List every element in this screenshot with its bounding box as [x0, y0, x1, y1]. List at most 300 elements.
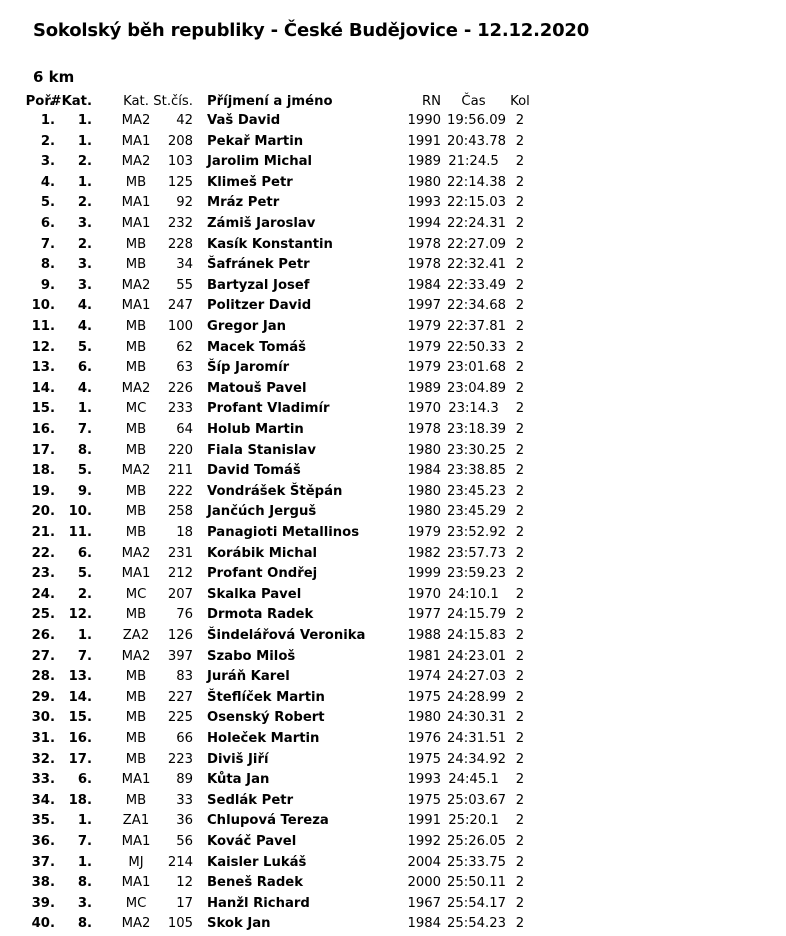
cell-place: 10.: [31, 298, 55, 314]
cell-name: Szabo Miloš: [207, 648, 296, 664]
cell-name: Beneš Radek: [207, 875, 303, 891]
table-row: [0, 214, 786, 235]
cell-category: MB: [125, 689, 147, 705]
cell-year: 1988: [407, 628, 441, 643]
cell-cat-place: 3.: [77, 216, 92, 231]
table-row: [0, 523, 786, 544]
cell-year: 1980: [407, 710, 441, 726]
cell-time: 24:15.79: [447, 607, 506, 623]
cell-year: 1970: [407, 401, 441, 417]
cell-category: MC: [125, 895, 147, 911]
cell-cat-place: 17.: [68, 751, 92, 767]
cell-category: MB: [125, 607, 147, 623]
cell-laps: 2: [515, 133, 525, 149]
cell-bib: 125: [167, 174, 193, 190]
cell-bib: 222: [167, 483, 193, 499]
cell-year: 1994: [407, 216, 441, 231]
cell-year: 1989: [407, 380, 441, 396]
cell-cat-place: 1.: [77, 628, 92, 643]
cell-name: Juráň Karel: [207, 669, 290, 685]
cell-category: MB: [125, 483, 147, 499]
cell-cat-place: 7.: [77, 834, 92, 849]
cell-laps: 2: [515, 792, 525, 808]
cell-name: Gregor Jan: [207, 319, 287, 334]
cell-cat-place: 13.: [68, 669, 92, 685]
table-row: [0, 132, 786, 153]
cell-name: Drmota Radek: [207, 607, 314, 623]
cell-category: MB: [125, 731, 147, 746]
cell-bib: 231: [167, 545, 193, 561]
cell-name: Šíp Jaromír: [207, 360, 290, 376]
cell-place: 21.: [31, 525, 55, 540]
table-row: [0, 235, 786, 256]
cell-name: Klimeš Petr: [207, 174, 293, 190]
cell-time: 23:52.92: [447, 525, 506, 540]
cell-place: 31.: [31, 731, 55, 746]
table-row: [0, 482, 786, 503]
cell-category: MB: [125, 751, 147, 767]
cell-place: 32.: [31, 751, 55, 767]
cell-year: 1977: [407, 607, 441, 623]
cell-laps: 2: [515, 751, 525, 767]
cell-category: MA1: [121, 772, 151, 788]
cell-time: 25:54.23: [447, 916, 506, 932]
cell-category: MA1: [121, 195, 151, 211]
cell-cat-place: 4.: [77, 298, 92, 314]
cell-place: 30.: [31, 710, 55, 726]
cell-cat-place: 1.: [77, 813, 92, 829]
cell-bib: 18: [176, 525, 193, 540]
cell-cat-place: 15.: [68, 710, 92, 726]
table-row: [0, 832, 786, 853]
cell-name: Korábik Michal: [207, 545, 318, 561]
table-row: [0, 853, 786, 874]
header-bib: St.čís.: [153, 94, 193, 109]
cell-laps: 2: [515, 628, 525, 643]
cell-year: 1979: [407, 339, 441, 355]
header-category: Kat.: [123, 94, 149, 109]
cell-laps: 2: [515, 380, 525, 396]
cell-category: MA2: [121, 463, 151, 479]
cell-time: 25:33.75: [447, 854, 506, 870]
document-title: Sokolský běh republiky - České Budějovice - 12.12.2020: [33, 20, 590, 41]
cell-category: MA1: [121, 298, 151, 314]
cell-time: 22:27.09: [447, 236, 506, 252]
table-row: [0, 338, 786, 359]
cell-category: MA2: [121, 545, 151, 561]
cell-year: 1999: [407, 566, 441, 582]
cell-name: Bartyzal Josef: [207, 277, 310, 293]
cell-time: 23:59.23: [447, 566, 506, 582]
cell-time: 24:27.03: [447, 669, 506, 685]
cell-time: 24:10.1: [448, 586, 499, 602]
table-row: [0, 193, 786, 214]
cell-category: MB: [125, 360, 147, 376]
cell-category: MB: [125, 257, 147, 273]
cell-year: 1991: [407, 813, 441, 829]
cell-laps: 2: [515, 113, 525, 128]
table-row: [0, 791, 786, 812]
cell-year: 1978: [407, 257, 441, 273]
table-row: [0, 544, 786, 565]
cell-cat-place: 5.: [77, 463, 92, 479]
cell-year: 1980: [407, 174, 441, 190]
cell-name: Diviš Jiří: [207, 751, 269, 767]
cell-category: MA1: [121, 216, 151, 231]
cell-place: 9.: [40, 277, 55, 293]
table-row: [0, 626, 786, 647]
header-name: Příjmení a jméno: [207, 94, 333, 109]
cell-cat-place: 1.: [77, 854, 92, 870]
table-row: [0, 502, 786, 523]
cell-time: 23:45.29: [447, 504, 506, 520]
cell-bib: 226: [167, 380, 193, 396]
cell-time: 25:03.67: [447, 792, 506, 808]
cell-category: MJ: [128, 854, 144, 870]
cell-laps: 2: [515, 154, 525, 170]
cell-laps: 2: [515, 854, 525, 870]
cell-category: MB: [125, 174, 147, 190]
cell-time: 23:38.85: [447, 463, 506, 479]
cell-name: Hanžl Richard: [207, 895, 310, 911]
cell-laps: 2: [515, 669, 525, 685]
cell-place: 26.: [31, 628, 55, 643]
cell-name: Panagioti Metallinos: [207, 525, 360, 540]
cell-cat-place: 8.: [77, 916, 92, 932]
cell-cat-place: 5.: [77, 339, 92, 355]
cell-place: 23.: [31, 566, 55, 582]
cell-bib: 62: [176, 339, 193, 355]
cell-cat-place: 2.: [77, 154, 92, 170]
cell-place: 27.: [31, 648, 55, 664]
cell-time: 19:56.09: [447, 113, 506, 128]
cell-time: 21:24.5: [448, 154, 499, 170]
cell-bib: 66: [176, 731, 193, 746]
cell-cat-place: 18.: [68, 792, 92, 808]
cell-time: 22:32.41: [447, 257, 506, 273]
cell-name: Matouš Pavel: [207, 380, 307, 396]
cell-name: Politzer David: [207, 298, 312, 314]
cell-bib: 225: [167, 710, 193, 726]
cell-place: 20.: [31, 504, 55, 520]
cell-time: 24:23.01: [447, 648, 506, 664]
cell-place: 24.: [31, 586, 55, 602]
cell-bib: 397: [167, 648, 193, 664]
cell-year: 1980: [407, 483, 441, 499]
cell-year: 1984: [407, 463, 441, 479]
cell-category: MB: [125, 442, 147, 458]
cell-bib: 223: [167, 751, 193, 767]
cell-cat-place: 3.: [77, 257, 92, 273]
cell-bib: 33: [176, 792, 193, 808]
cell-bib: 103: [167, 154, 193, 170]
cell-year: 1978: [407, 236, 441, 252]
cell-name: Sedlák Petr: [207, 792, 294, 808]
cell-place: 2.: [40, 133, 55, 149]
cell-category: ZA2: [122, 628, 150, 643]
cell-laps: 2: [515, 710, 525, 726]
cell-laps: 2: [515, 422, 525, 437]
cell-laps: 2: [515, 566, 525, 582]
table-row: [0, 358, 786, 379]
table-row: [0, 420, 786, 441]
cell-bib: 63: [176, 360, 193, 376]
cell-cat-place: 7.: [77, 648, 92, 664]
cell-place: 17.: [31, 442, 55, 458]
cell-name: Pekař Martin: [207, 133, 304, 149]
cell-bib: 76: [176, 607, 193, 623]
cell-cat-place: 6.: [77, 772, 92, 788]
cell-category: MB: [125, 339, 147, 355]
cell-time: 23:04.89: [447, 380, 506, 396]
table-row: [0, 173, 786, 194]
cell-place: 13.: [31, 360, 55, 376]
cell-bib: 83: [176, 669, 193, 685]
cell-place: 6.: [40, 216, 55, 231]
cell-cat-place: 8.: [77, 875, 92, 891]
table-row: [0, 770, 786, 791]
cell-time: 24:45.1: [448, 772, 499, 788]
cell-name: Kováč Pavel: [207, 834, 297, 849]
cell-bib: 34: [176, 257, 193, 273]
cell-year: 1993: [407, 772, 441, 788]
cell-place: 38.: [31, 875, 55, 891]
cell-place: 12.: [31, 339, 55, 355]
cell-category: MA2: [121, 380, 151, 396]
table-row: [0, 296, 786, 317]
header-cat-place: #Kat.: [50, 94, 92, 109]
cell-name: Osenský Robert: [207, 710, 325, 726]
cell-category: MA2: [121, 154, 151, 170]
cell-cat-place: 1.: [77, 133, 92, 149]
cell-year: 1979: [407, 525, 441, 540]
cell-bib: 12: [176, 875, 193, 891]
cell-category: MB: [125, 236, 147, 252]
cell-cat-place: 3.: [77, 895, 92, 911]
cell-time: 22:50.33: [447, 339, 506, 355]
cell-place: 14.: [31, 380, 55, 396]
cell-time: 23:57.73: [447, 545, 506, 561]
table-row: [0, 317, 786, 338]
table-row: [0, 399, 786, 420]
cell-name: Chlupová Tereza: [207, 813, 329, 829]
cell-laps: 2: [515, 875, 525, 891]
cell-time: 23:30.25: [447, 442, 506, 458]
cell-year: 1992: [407, 834, 441, 849]
cell-year: 1984: [407, 277, 441, 293]
cell-cat-place: 14.: [68, 689, 92, 705]
table-row: [0, 894, 786, 915]
cell-laps: 2: [515, 216, 525, 231]
cell-bib: 258: [167, 504, 193, 520]
cell-place: 34.: [31, 792, 55, 808]
cell-cat-place: 6.: [77, 545, 92, 561]
cell-name: Skok Jan: [207, 916, 271, 932]
cell-category: MA1: [121, 834, 151, 849]
table-row: [0, 811, 786, 832]
cell-cat-place: 1.: [77, 113, 92, 128]
cell-laps: 2: [515, 463, 525, 479]
table-row: [0, 564, 786, 585]
cell-name: Jančúch Jerguš: [207, 504, 317, 520]
table-row: [0, 708, 786, 729]
cell-category: MA1: [121, 566, 151, 582]
cell-year: 1974: [407, 669, 441, 685]
table-row: [0, 255, 786, 276]
cell-time: 24:31.51: [447, 731, 506, 746]
cell-bib: 247: [167, 298, 193, 314]
cell-name: Kaisler Lukáš: [207, 854, 307, 870]
cell-category: MC: [125, 401, 147, 417]
header-time: Čas: [461, 94, 486, 109]
cell-year: 1975: [407, 689, 441, 705]
cell-place: 33.: [31, 772, 55, 788]
table-row: [0, 914, 786, 935]
cell-bib: 100: [167, 319, 193, 334]
cell-year: 1970: [407, 586, 441, 602]
cell-bib: 126: [167, 628, 193, 643]
cell-laps: 2: [515, 442, 525, 458]
cell-category: MA2: [121, 916, 151, 932]
cell-bib: 56: [176, 834, 193, 849]
cell-place: 39.: [31, 895, 55, 911]
cell-bib: 17: [176, 895, 193, 911]
table-row: [0, 461, 786, 482]
cell-cat-place: 6.: [77, 360, 92, 376]
cell-name: Šteflíček Martin: [207, 689, 325, 705]
cell-name: Kasík Konstantin: [207, 236, 333, 252]
cell-bib: 220: [167, 442, 193, 458]
cell-place: 18.: [31, 463, 55, 479]
cell-bib: 232: [167, 216, 193, 231]
cell-place: 15.: [31, 401, 55, 417]
cell-name: Profant Vladimír: [207, 401, 330, 417]
cell-cat-place: 9.: [77, 483, 92, 499]
cell-name: Skalka Pavel: [207, 586, 302, 602]
cell-year: 1976: [407, 731, 441, 746]
cell-bib: 105: [167, 916, 193, 932]
cell-name: Vondrášek Štěpán: [207, 483, 343, 499]
cell-time: 22:24.31: [447, 216, 506, 231]
cell-time: 23:45.23: [447, 483, 506, 499]
cell-time: 25:26.05: [447, 834, 506, 849]
cell-laps: 2: [515, 483, 525, 499]
cell-year: 1982: [407, 545, 441, 561]
cell-laps: 2: [515, 504, 525, 520]
cell-time: 22:15.03: [447, 195, 506, 211]
cell-cat-place: 7.: [77, 422, 92, 437]
cell-bib: 233: [167, 401, 193, 417]
cell-cat-place: 4.: [77, 380, 92, 396]
cell-name: Holeček Martin: [207, 731, 320, 746]
cell-name: Šindelářová Veronika: [207, 628, 366, 643]
cell-time: 23:01.68: [447, 360, 506, 376]
cell-laps: 2: [515, 772, 525, 788]
cell-place: 37.: [31, 854, 55, 870]
cell-time: 25:20.1: [448, 813, 499, 829]
cell-name: Mráz Petr: [207, 195, 280, 211]
cell-place: 4.: [40, 174, 55, 190]
cell-name: Holub Martin: [207, 422, 304, 437]
cell-cat-place: 4.: [77, 319, 92, 334]
table-row: [0, 111, 786, 132]
table-row: [0, 750, 786, 771]
cell-cat-place: 5.: [77, 566, 92, 582]
cell-time: 22:37.81: [447, 319, 506, 334]
cell-cat-place: 2.: [77, 586, 92, 602]
cell-place: 29.: [31, 689, 55, 705]
table-row: [0, 585, 786, 606]
cell-bib: 64: [176, 422, 193, 437]
cell-year: 1991: [407, 133, 441, 149]
table-row: [0, 441, 786, 462]
cell-laps: 2: [515, 731, 525, 746]
cell-laps: 2: [515, 648, 525, 664]
cell-place: 40.: [31, 916, 55, 932]
cell-laps: 2: [515, 257, 525, 273]
cell-bib: 214: [167, 854, 193, 870]
cell-bib: 36: [176, 813, 193, 829]
cell-year: 1990: [407, 113, 441, 128]
cell-cat-place: 16.: [68, 731, 92, 746]
cell-year: 1980: [407, 442, 441, 458]
cell-category: MA1: [121, 875, 151, 891]
header-laps: Kol: [510, 94, 530, 109]
table-row: [0, 152, 786, 173]
cell-bib: 211: [167, 463, 193, 479]
cell-place: 35.: [31, 813, 55, 829]
cell-bib: 228: [167, 236, 193, 252]
cell-category: MB: [125, 319, 147, 334]
cell-laps: 2: [515, 916, 525, 932]
cell-laps: 2: [515, 813, 525, 829]
cell-laps: 2: [515, 607, 525, 623]
cell-time: 25:54.17: [447, 895, 506, 911]
cell-time: 23:14.3: [448, 401, 499, 417]
cell-category: MB: [125, 710, 147, 726]
cell-cat-place: 1.: [77, 401, 92, 417]
cell-name: Šafránek Petr: [207, 257, 310, 273]
cell-place: 11.: [31, 319, 55, 334]
cell-time: 20:43.78: [447, 133, 506, 149]
cell-bib: 89: [176, 772, 193, 788]
cell-cat-place: 12.: [68, 607, 92, 623]
cell-laps: 2: [515, 834, 525, 849]
table-row: [0, 276, 786, 297]
cell-bib: 208: [167, 133, 193, 149]
cell-category: ZA1: [122, 813, 150, 829]
cell-year: 1978: [407, 422, 441, 437]
cell-name: Macek Tomáš: [207, 339, 306, 355]
cell-laps: 2: [515, 689, 525, 705]
section-heading: 6 km: [33, 68, 75, 86]
cell-bib: 207: [167, 586, 193, 602]
cell-laps: 2: [515, 360, 525, 376]
cell-category: MA1: [121, 133, 151, 149]
cell-time: 23:18.39: [447, 422, 506, 437]
cell-time: 24:30.31: [447, 710, 506, 726]
cell-cat-place: 10.: [68, 504, 92, 520]
cell-laps: 2: [515, 339, 525, 355]
cell-place: 3.: [40, 154, 55, 170]
cell-laps: 2: [515, 174, 525, 190]
cell-time: 25:50.11: [447, 875, 506, 891]
header-place: Poř.: [25, 94, 54, 109]
cell-category: MB: [125, 504, 147, 520]
cell-year: 1989: [407, 154, 441, 170]
cell-category: MA2: [121, 648, 151, 664]
cell-name: Profant Ondřej: [207, 566, 318, 582]
